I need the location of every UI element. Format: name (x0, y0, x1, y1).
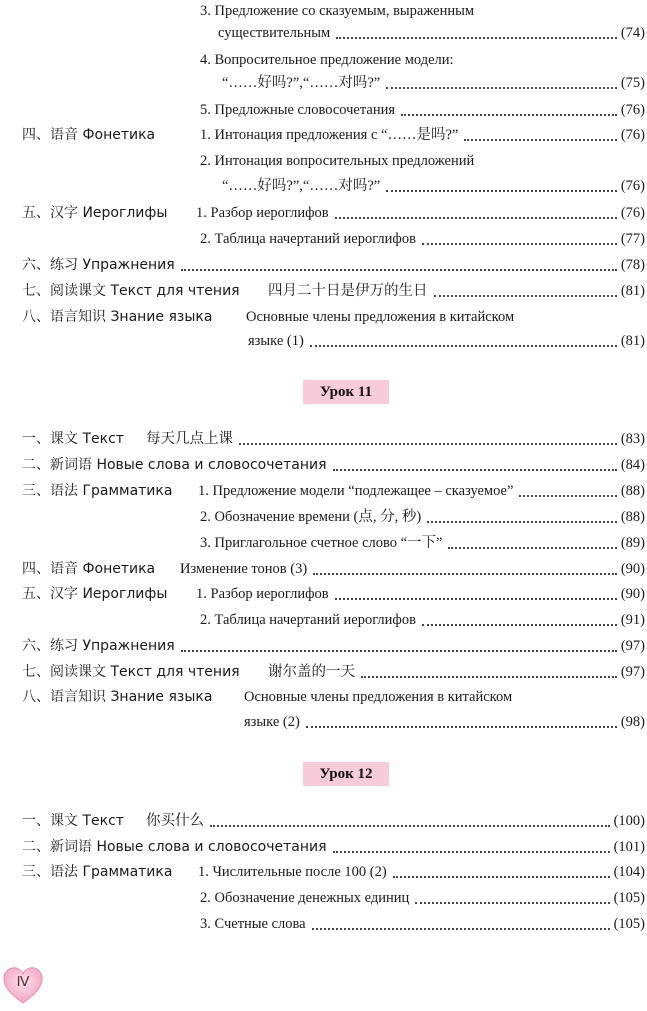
toc-entry (0, 810, 647, 832)
toc-entry (0, 306, 647, 328)
toc-dot-leader (386, 87, 617, 89)
toc-page-number: (76) (620, 127, 645, 143)
toc-item-text: языке (1) (248, 333, 304, 349)
toc-item-text: существительным (218, 25, 331, 41)
toc-item-text: “……好吗?”,“……对吗?” (222, 178, 381, 194)
toc-section-title: 四、语音 Фонетика (22, 561, 156, 577)
page-number-heart (2, 966, 44, 1006)
toc-dot-leader (181, 269, 617, 271)
toc-dot-leader (361, 676, 617, 678)
toc-page-number: (105) (613, 890, 645, 906)
toc-item-text: 1. Числительные после 100 (2) (198, 864, 387, 880)
toc-entry (0, 428, 647, 450)
toc-dot-leader (181, 650, 617, 652)
toc-entry (0, 661, 647, 683)
toc-page-number: (104) (613, 864, 645, 880)
toc-page-number: (78) (620, 257, 645, 273)
toc-entry (0, 609, 647, 631)
toc-dot-leader (239, 443, 617, 445)
toc-dot-leader (312, 928, 610, 930)
toc-item-text: 1. Предложение модели “подлежащее – сказуемое” (198, 483, 514, 499)
toc-entry (0, 150, 647, 172)
toc-dot-leader (306, 726, 617, 728)
toc-entry (0, 254, 647, 276)
toc-section-title: 六、练习 Упражнения (22, 257, 175, 273)
toc-section-title: 二、新词语 Новые слова и словосочетания (22, 839, 327, 855)
toc-entry (0, 635, 647, 657)
toc-entry (0, 532, 647, 554)
toc-page-number: (90) (620, 586, 645, 602)
toc-item-text: 2. Обозначение денежных единиц (200, 890, 410, 906)
toc-entry (0, 175, 647, 197)
toc-page-number: (76) (620, 205, 645, 221)
toc-entry (0, 22, 647, 44)
toc-item-text: 每天几点上课 (146, 431, 233, 447)
toc-page-number: (81) (620, 283, 645, 299)
toc-page-number: (105) (613, 916, 645, 932)
toc-page-number: (100) (613, 813, 645, 829)
toc-page-number: (76) (620, 102, 645, 118)
toc-dot-leader (336, 37, 617, 39)
toc-dot-leader (464, 139, 617, 141)
toc-dot-leader (210, 825, 610, 827)
toc-page-number: (98) (620, 714, 645, 730)
toc-section-title: 七、阅读课文 Текст для чтения (22, 283, 240, 299)
toc-item-text: 1. Разбор иероглифов (196, 586, 329, 602)
toc-entry (0, 558, 647, 580)
toc-entry (0, 280, 647, 302)
toc-item-text: 3. Предложение со сказуемым, выраженным (200, 3, 475, 19)
toc-entry (0, 72, 647, 94)
toc-entry (0, 49, 647, 71)
toc-section-title: 五、汉字 Иероглифы (22, 586, 168, 602)
toc-page-number: (90) (620, 561, 645, 577)
toc-page-number: (91) (620, 612, 645, 628)
toc-entry (0, 124, 647, 146)
toc-entry (0, 99, 647, 121)
toc-item-text: “……好吗?”,“……对吗?” (222, 75, 381, 91)
toc-section-title: 八、语言知识 Знание языка (22, 309, 213, 325)
toc-dot-leader (335, 217, 617, 219)
toc-dot-leader (422, 624, 617, 626)
toc-item-text: Основные члены предложения в китайском (244, 689, 513, 705)
toc-entry (0, 480, 647, 502)
toc-item-text: 2. Таблица начертаний иероглифов (200, 231, 416, 247)
toc-dot-leader (401, 114, 617, 116)
toc-entry (0, 711, 647, 733)
toc-page-number: (84) (620, 457, 645, 473)
toc-dot-leader (310, 345, 617, 347)
toc-entry (0, 454, 647, 476)
toc-dot-leader (422, 243, 617, 245)
toc-entry (0, 583, 647, 605)
toc-item-text: 3. Счетные слова (200, 916, 306, 932)
toc-entry (0, 686, 647, 708)
toc-item-text: 3. Приглагольное счетное слово “一下” (200, 535, 443, 551)
toc-entry (0, 861, 647, 883)
toc-dot-leader (427, 521, 617, 523)
toc-page-number: (83) (620, 431, 645, 447)
toc-item-text: Изменение тонов (3) (180, 561, 308, 577)
toc-item-text: 四月二十日是伊万的生日 (268, 283, 428, 299)
toc-entry (0, 887, 647, 909)
toc-item-text: 2. Обозначение времени (点, 分, 秒) (200, 509, 422, 525)
toc-entry (0, 202, 647, 224)
toc-item-text: Основные члены предложения в китайском (246, 309, 515, 325)
toc-section-title: 一、课文 Текст (22, 431, 124, 447)
toc-page-number: (76) (620, 178, 645, 194)
toc-page-number: (89) (620, 535, 645, 551)
toc-dot-leader (434, 295, 617, 297)
toc-item-text: 1. Разбор иероглифов (196, 205, 329, 221)
toc-section-title: 三、语法 Грамматика (22, 483, 173, 499)
lesson-banner: Урок 12 (303, 762, 389, 786)
toc-dot-leader (333, 851, 610, 853)
toc-page-number: (74) (620, 25, 645, 41)
toc-dot-leader (448, 547, 617, 549)
toc-dot-leader (335, 598, 617, 600)
toc-dot-leader (393, 876, 610, 878)
toc-item-text: 2. Интонация вопросительных предложений (200, 153, 475, 169)
toc-page-number: (75) (620, 75, 645, 91)
toc-page-number: (81) (620, 333, 645, 349)
toc-section-title: 五、汉字 Иероглифы (22, 205, 168, 221)
toc-section-title: 六、练习 Упражнения (22, 638, 175, 654)
toc-section-title: 二、新词语 Новые слова и словосочетания (22, 457, 327, 473)
toc-item-text: 2. Таблица начертаний иероглифов (200, 612, 416, 628)
toc-page-number: (97) (620, 638, 645, 654)
toc-section-title: 一、课文 Текст (22, 813, 124, 829)
toc-item-text: 4. Вопросительное предложение модели: (200, 52, 454, 68)
lesson-banner: Урок 11 (303, 380, 389, 404)
toc-entry (0, 506, 647, 528)
toc-dot-leader (386, 190, 617, 192)
toc-item-text: 5. Предложные словосочетания (200, 102, 396, 118)
toc-item-text: 你买什么 (146, 813, 204, 829)
toc-item-text: 1. Интонация предложения с “……是吗?” (200, 127, 459, 143)
toc-page-number: (88) (620, 509, 645, 525)
toc-page-number: (97) (620, 664, 645, 680)
toc-entry (0, 228, 647, 250)
toc-section-title: 四、语音 Фонетика (22, 127, 156, 143)
toc-dot-leader (313, 573, 617, 575)
toc-entry (0, 0, 647, 22)
toc-page-number: (77) (620, 231, 645, 247)
toc-item-text: языке (2) (244, 714, 300, 730)
toc-entry (0, 836, 647, 858)
toc-entry (0, 330, 647, 352)
toc-page-number: (88) (620, 483, 645, 499)
toc-entry (0, 913, 647, 935)
toc-section-title: 八、语言知识 Знание языка (22, 689, 213, 705)
toc-dot-leader (333, 469, 617, 471)
toc-item-text: 谢尔盖的一天 (268, 664, 355, 680)
toc-dot-leader (415, 902, 610, 904)
toc-section-title: 三、语法 Грамматика (22, 864, 173, 880)
page-number: Ⅳ (16, 975, 30, 990)
toc-page-number: (101) (613, 839, 645, 855)
toc-section-title: 七、阅读课文 Текст для чтения (22, 664, 240, 680)
toc-dot-leader (519, 495, 617, 497)
